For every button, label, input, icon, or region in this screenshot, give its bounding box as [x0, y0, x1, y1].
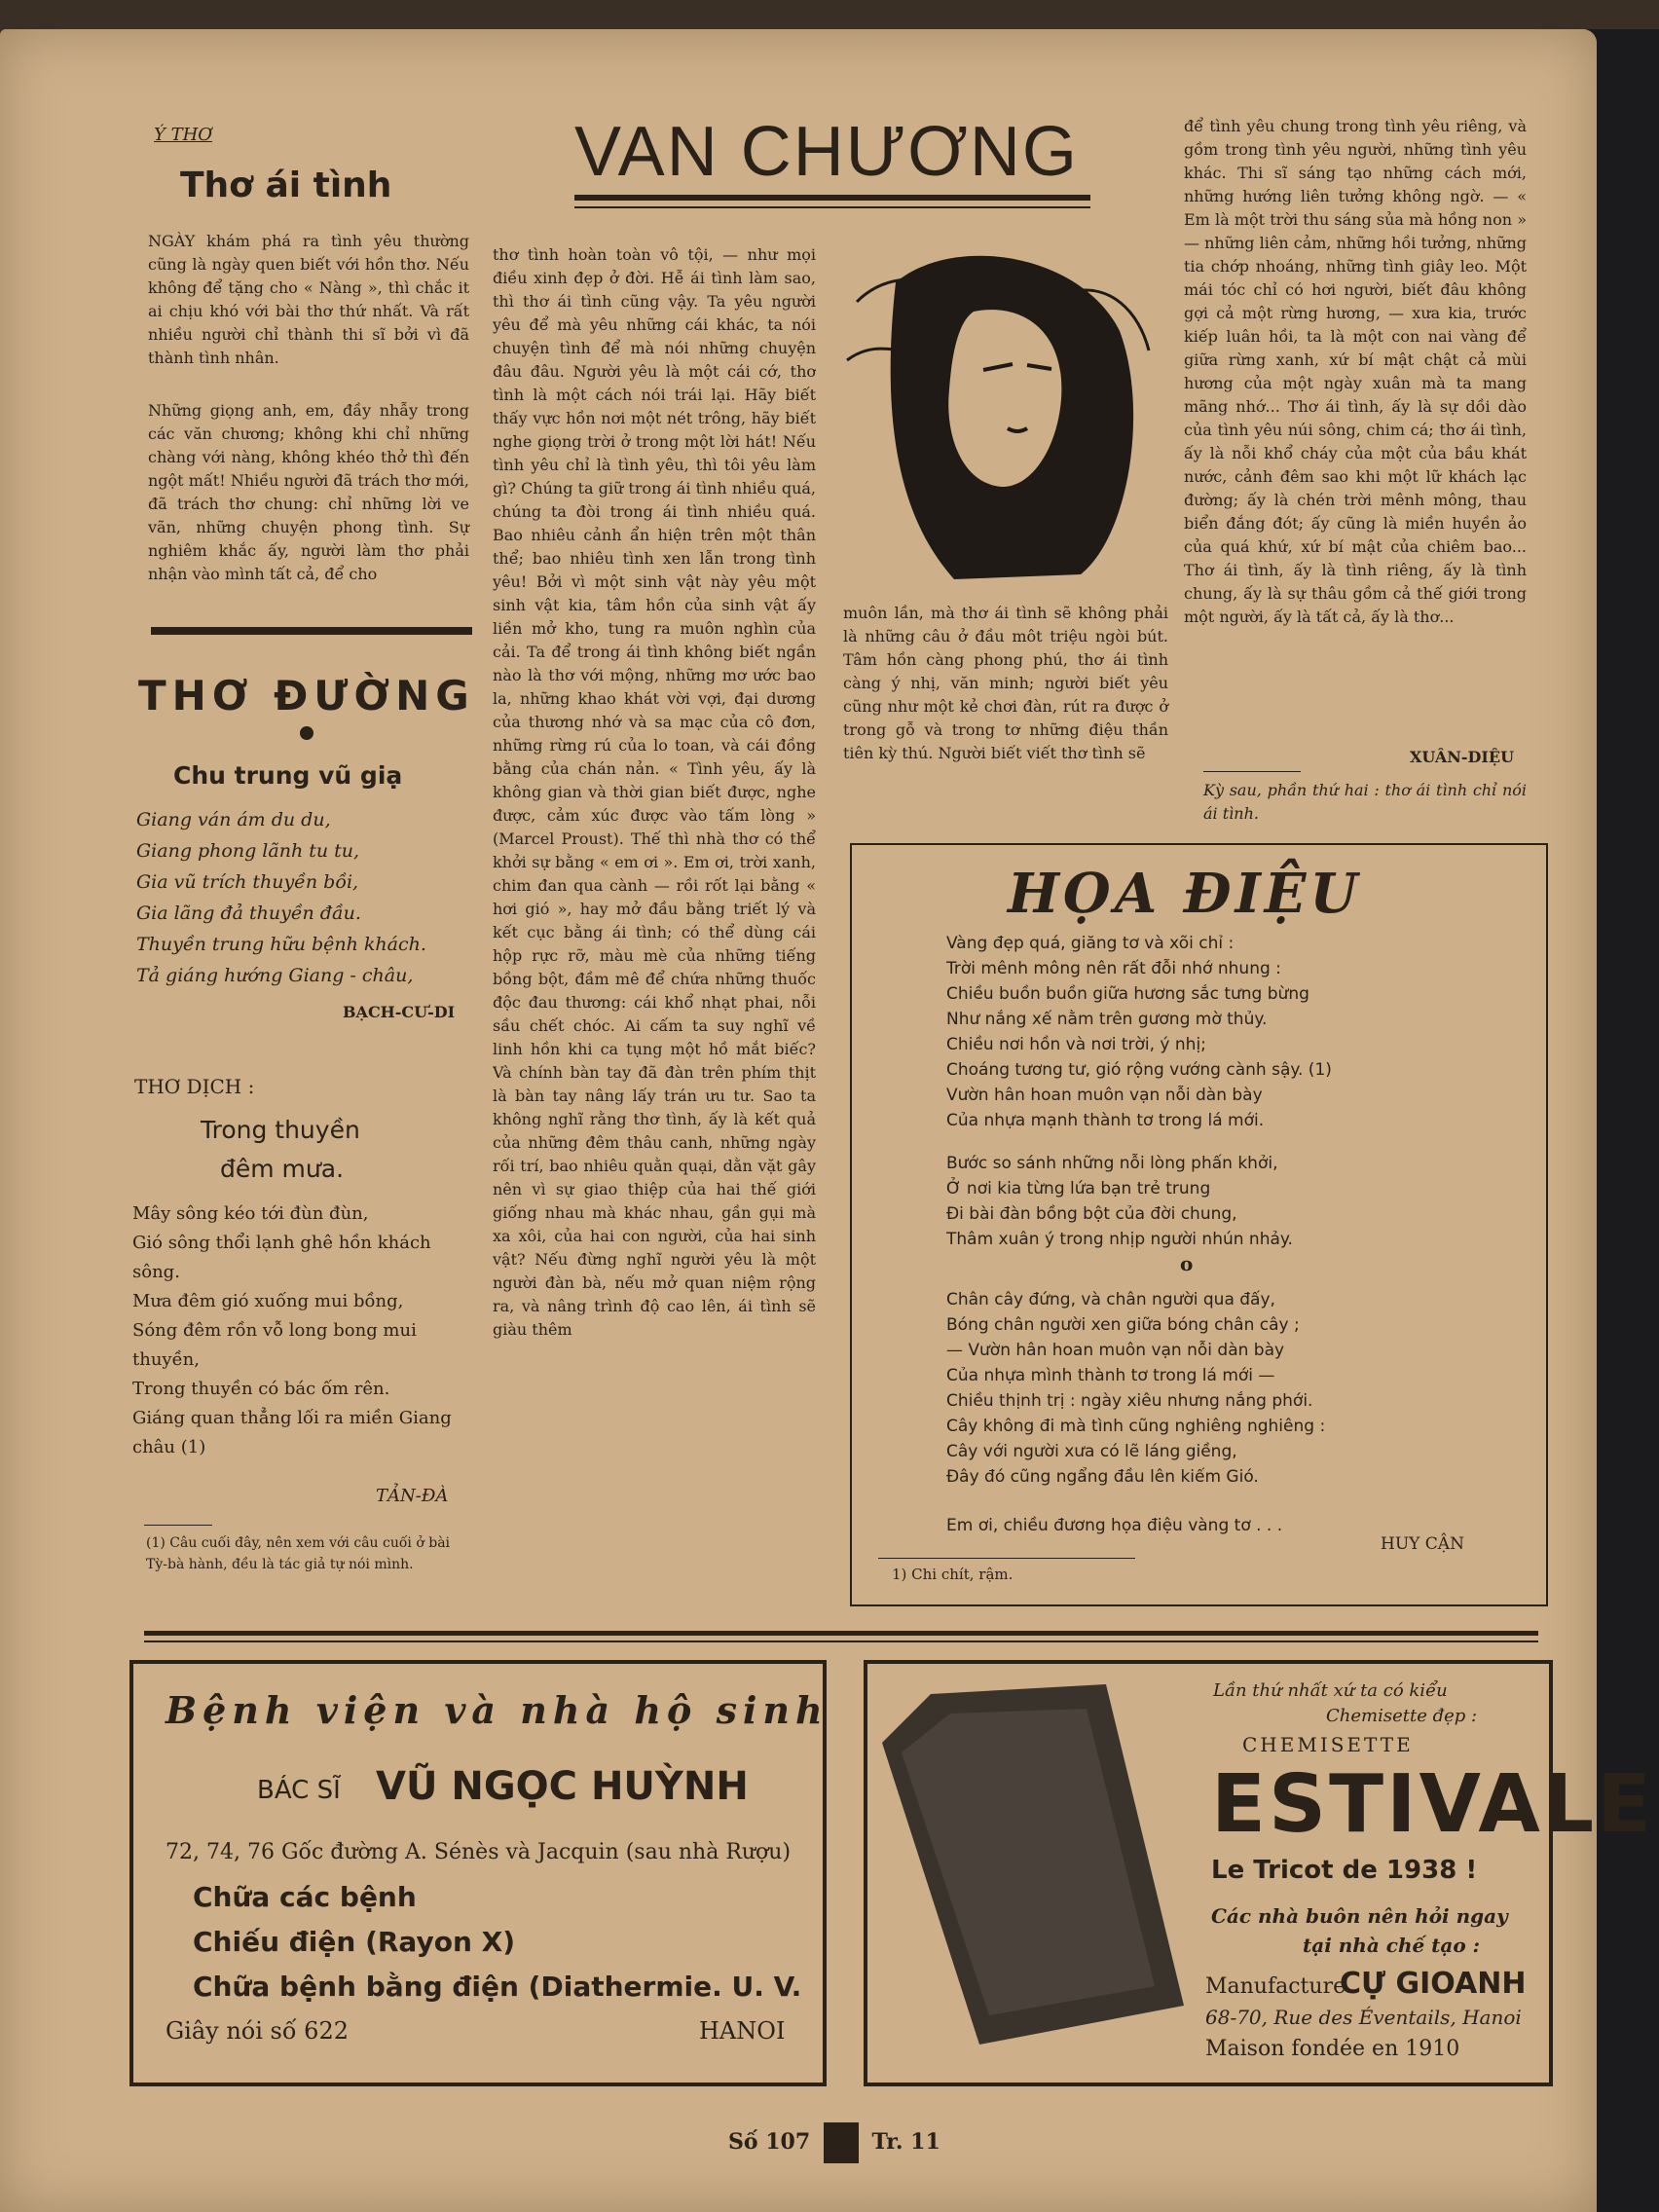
- ad-hospital-title: Bệnh viện và nhà hộ sinh: [166, 1688, 829, 1732]
- translation-line: Trong thuyền có bác ốm rên.: [132, 1379, 390, 1399]
- ngay-nay-logo-icon: [824, 2122, 859, 2163]
- tho-duong-title: THƠ ĐƯỜNG: [138, 672, 475, 719]
- call-line-1: Các nhà buôn nên hỏi ngay: [1211, 1904, 1508, 1928]
- poem-line: Chiều buồn buồn giữa hương sắc tưng bừng: [946, 984, 1309, 1004]
- poem-stanza-2: [946, 1151, 1530, 1252]
- footnote-rule: [878, 1558, 1135, 1559]
- maker-name: CỰ GIOANH: [1340, 1967, 1527, 2001]
- call-line-2: tại nhà chế tạo :: [1303, 1934, 1481, 1957]
- ad-hospital-address: 72, 74, 76 Gốc đường A. Sénès và Jacquin (sau nhà Rượu): [166, 1840, 792, 1864]
- poem-line: Cây với người xưa có lẽ láng giềng,: [946, 1442, 1237, 1461]
- ad-top-line-2: Chemisette đẹp :: [1326, 1706, 1478, 1726]
- translation-author: TẢN-ĐÀ: [376, 1486, 449, 1506]
- maker-prefix: Manufacture: [1205, 1974, 1346, 1999]
- phone: Giây nói số 622: [166, 2017, 349, 2045]
- poem-line: Ở nơi kia từng lứa bạn trẻ trung: [946, 1179, 1211, 1198]
- poem-line: Trời mênh mông nên rất đỗi nhớ nhung :: [946, 959, 1281, 978]
- issue-number: Số 107: [728, 2129, 811, 2155]
- note-rule: [1203, 771, 1301, 772]
- kicker: Ý THƠ: [154, 125, 213, 145]
- header-rule: [574, 206, 1090, 208]
- woman-portrait-illustration: [837, 243, 1159, 594]
- stanza-mark: o: [1180, 1252, 1194, 1275]
- poem-stanza-3: [946, 1287, 1530, 1490]
- poem-line: Chân cây đứng, và chân người qua đấy,: [946, 1290, 1275, 1309]
- ad-top-line-1: Lần thứ nhất xứ ta có kiểu: [1213, 1680, 1448, 1701]
- translation-title-1: Trong thuyền: [201, 1116, 360, 1144]
- article-column-2: thơ tình hoàn toàn vô tội, — như mọi điều xinh đẹp ở đời. Hễ ái tình làm sao, thì thơ ái tình cũng vậy. Ta yêu người yêu để mà yêu những cái khác, ta nói chuyện tình để mà nói những chuyện đâu đâu. Người yêu là một cái cớ, thơ tình là một cách nói trái lại. Hãy biết thấy vực hồn nơi một nét trông, hãy biết nghe giọng trời ở trong một lời hát! Nếu tình yêu chỉ là tình yêu, thì tôi yêu làm gì? Chúng ta giữ trong ái tình nhiều quá, chúng ta đòi trong ái tình nhiều quá. Bao nhiêu cảnh ẩn hiện trên một thân thể; bao nhiêu tình xen lẫn trong tình yêu! Bởi vì một sinh vật này yêu một sinh vật kia, tâm hồn của sinh vật ấy liền mở kho, tung ra muôn nghìn của cải. Ta để trong ái tình không biết ngần nào là thơ với mộng, những mơ ước bao la, những khao khát vời vợi, đại dương của thương nhớ và sa mạc của cô đơn, những rừng rú của lo toan, và cái đồng bằng của chán nản. « Tình yêu, ấy là không gian và thời gian biết được, nghe được, cảm xúc được vào tấm lòng » (Marcel Proust). Thế thì nhà thơ có thể khởi sự bằng « em ơi ». Em ơi, trời xanh, chim đan qua cành — rồi rốt lại bằng « hơi gió », hay mở đầu bằng triết lý và kết cục bằng ái tình; có thể dùng cái hộp rực rỡ, màu mè của những tiếng bồng bột, đầm mê để chứa những thuốc độc đau thương: cái khổ nhạt phai, nỗi sầu chết chóc. Ai cấm ta suy nghĩ về linh hồn khi ca tụng một hồ mắt biếc? Và chính bàn tay đã đàn trên phím thịt là bàn tay nâng lấy trán ưu tư. Sao ta không nghĩ rằng thơ tình, ấy là kết quả của những đêm thâu canh, những ngày rối trí, bao nhiêu quằn quại, dằn vặt gây nên vì sự giao thiệp của hai thế giới giống nhau mà khác nhau, gần gụi mà xa xôi, của hai con người, của hai sinh vật? Nếu đừng nghĩ người yêu là một người đàn bà, nếu mở quan niệm rộng ra, và nâng trình độ cao lên, ái tình sẽ giàu thêm: [493, 245, 816, 1339]
- footnote-rule: [144, 1525, 212, 1526]
- brand-name: ESTIVALE: [1211, 1758, 1655, 1851]
- ad-separator: [144, 1631, 1538, 1636]
- poem-line: Gia lãng đả thuyền đầu.: [136, 903, 361, 924]
- poem-line: Của nhựa mạnh thành tơ trong lá mới.: [946, 1111, 1265, 1130]
- poem-translation: [132, 1199, 463, 1462]
- article-author: XUÂN-DIỆU: [1410, 748, 1515, 766]
- poem-author: BẠCH-CƯ-DI: [343, 1003, 456, 1021]
- translation-line: Mây sông kéo tới đùn đùn,: [132, 1203, 369, 1224]
- translation-line: Sóng đêm rồn vỗ long bong mui thuyền,: [132, 1320, 417, 1370]
- ad-separator: [144, 1641, 1538, 1642]
- chemisette-label: CHEMISETTE: [1242, 1733, 1414, 1756]
- article-column-4: để tình yêu chung trong tình yêu riêng, và gồm trong tình yêu người, những tình yêu khác. Thi sĩ sáng tạo những cách mới, những hướng liên tưởng không ngờ. — « Em là một trời thu sáng sủa mà hồng non » — những liên cảm, những hồi tưởng, những tia chớp nhoáng, những tình giây leo. Một mái tóc chỉ có hơi người, biết đâu không gợi cả một rừng hương, — xưa kia, trước kiếp luân hồi, ta là một con nai vàng để giữa rừng xanh, xứ bí mật chật cả mùi hương của một ngày xuân mà ta mang mãng nhớ... Thơ ái tình, ấy là sự dồi dào của tình yêu núi sông, chim cá; thơ ái tình, ấy là nỗi khổ cháy của một của bầu khát nước, cảnh đêm sao khi một lữ khách lạc đường; ấy là chén trời mênh mông, thau biển đắng đót; ấy cũng là miền huyền ảo của quá khứ, xứ bí mật của chiêm bao... Thơ ái tình, ấy là tình riêng, ấy là tình chung, ấy là sự thâu gồm cả thế giới trong một người, ấy là tất cả, ấy là thơ...: [1184, 117, 1527, 626]
- doctor-name: VŨ NGỌC HUỲNH: [376, 1764, 749, 1809]
- next-issue-note: Kỳ sau, phần thứ hai : thơ ái tình chỉ nói ái tình.: [1203, 781, 1527, 823]
- poem-title: Chu trung vũ giạ: [173, 761, 403, 790]
- translation-title-2: đêm mưa.: [220, 1155, 345, 1183]
- poem-line: Vườn hân hoan muôn vạn nỗi dàn bày: [946, 1086, 1263, 1105]
- poem-line: Giang phong lãnh tu tu,: [136, 840, 360, 862]
- service-3: Chữa bệnh bằng điện (Diathermie. U. V.: [193, 1971, 802, 2003]
- brand-sub: Le Tricot de 1938 !: [1211, 1856, 1478, 1885]
- page-number: Tr. 11: [871, 2129, 940, 2155]
- doctor-prefix: BÁC SĨ: [257, 1776, 341, 1805]
- ornament-dot: [300, 726, 313, 740]
- service-1: Chữa các bệnh: [193, 1881, 417, 1913]
- shirt-photo: [872, 1675, 1184, 2054]
- poem-line: Chiều nơi hồn và nơi trời, ý nhị;: [946, 1035, 1206, 1054]
- poem-line: Bóng chân người xen giữa bóng chân cây ;: [946, 1315, 1300, 1335]
- poem-line: Chiều thịnh trị : ngày xiêu nhưng nắng phới.: [946, 1391, 1313, 1411]
- left-para-1: NGÀY khám phá ra tình yêu thường cũng là ngày quen biết với hồn thơ. Nếu không để tặng cho « Nàng », thì chắc it ai chịu khó với bài thơ thứ nhất. Và rất nhiều người chỉ thành thi sĩ bởi vì đã thành tình nhân.: [148, 232, 469, 367]
- poem-line: Thâm xuân ý trong nhịp người nhún nhảy.: [946, 1230, 1293, 1249]
- page-footer: [728, 2122, 940, 2163]
- section-header-van-chuong: VAN CHƯƠNG: [574, 113, 1079, 191]
- poem-line: Như nắng xế nằm trên gương mờ thủy.: [946, 1010, 1268, 1029]
- poem-line: Vàng đẹp quá, giăng tơ và xõi chỉ :: [946, 934, 1235, 953]
- translation-line: Giáng quan thẳng lối ra miền Giang châu (1): [132, 1408, 452, 1457]
- article-column-3: muôn lần, mà thơ ái tình sẽ không phải là những câu ở đầu môt triệu ngòi bút. Tâm hồn càng phong phú, thơ ái tình càng ý nhị, văn minh; người biết yêu cũng như một kẻ chơi đàn, rút ra được ở trong gỗ và trong tơ những điệu thần tiên kỳ thú. Người biết viết thơ tình sẽ: [843, 604, 1168, 762]
- poem-line: Của nhựa mình thành tơ trong lá mới —: [946, 1366, 1275, 1385]
- article-title: Thơ ái tình: [180, 166, 392, 205]
- poem-footnote: 1) Chi chít, rậm.: [892, 1566, 1014, 1583]
- translation-label: THƠ DỊCH :: [134, 1075, 255, 1098]
- footnote: (1) Câu cuối đây, nên xem với câu cuối ở bài Tỳ-bà hành, đều là tác giả tự nói mình.: [146, 1535, 451, 1572]
- poem-author: HUY CẬN: [1381, 1534, 1464, 1554]
- poem-line: Giang ván ám du du,: [136, 809, 331, 830]
- poem-line: — Vườn hân hoan muôn vạn nỗi dàn bày: [946, 1341, 1285, 1360]
- poem-line: Cây không đi mà tình cũng nghiêng nghiêng :: [946, 1417, 1326, 1436]
- poem-stanza-1: [946, 931, 1530, 1133]
- poem-line: Thuyền trung hữu bệnh khách.: [136, 934, 426, 955]
- translation-line: Gió sông thổi lạnh ghê hồn khách sông.: [132, 1233, 431, 1282]
- city: HANOI: [699, 2017, 786, 2045]
- section-divider: [151, 627, 472, 635]
- founded: Maison fondée en 1910: [1205, 2037, 1460, 2061]
- left-para-2: Những giọng anh, em, đầy nhẫy trong các văn chương; không khi chỉ những chàng với nàng, không khéo thở thì đến ngột mất! Nhiều người đã trách thơ mới, đã trách thơ chung: chỉ những lời ve vãn, những chuyện phong tình. Sự nghiêm khắc ấy, người làm thơ phải nhận vào mình tất cả, để cho: [148, 401, 469, 583]
- poem-line: Bước so sánh những nỗi lòng phấn khởi,: [946, 1154, 1278, 1173]
- poem-line: Đây đó cũng ngẩng đầu lên kiếm Gió.: [946, 1467, 1259, 1487]
- poem-last-line: Em ơi, chiều đương họa điệu vàng tơ . . .: [946, 1516, 1283, 1535]
- poem-line: Gia vũ trích thuyền bồi,: [136, 871, 359, 893]
- poem-line: Choáng tương tư, gió rộng vướng cành sậy. (1): [946, 1060, 1332, 1080]
- poem-box-title: HỌA ĐIỆU: [1008, 862, 1362, 926]
- poem-line: Tả giáng hướng Giang - châu,: [136, 965, 414, 986]
- poem-line: Đi bài đàn bồng bột của đời chung,: [946, 1204, 1237, 1224]
- header-rule: [574, 195, 1090, 201]
- translation-line: Mưa đêm gió xuống mui bồng,: [132, 1291, 404, 1311]
- poem-original: [136, 804, 467, 991]
- service-2: Chiếu điện (Rayon X): [193, 1926, 516, 1958]
- maker-address: 68-70, Rue des Éventails, Hanoi: [1205, 2006, 1522, 2029]
